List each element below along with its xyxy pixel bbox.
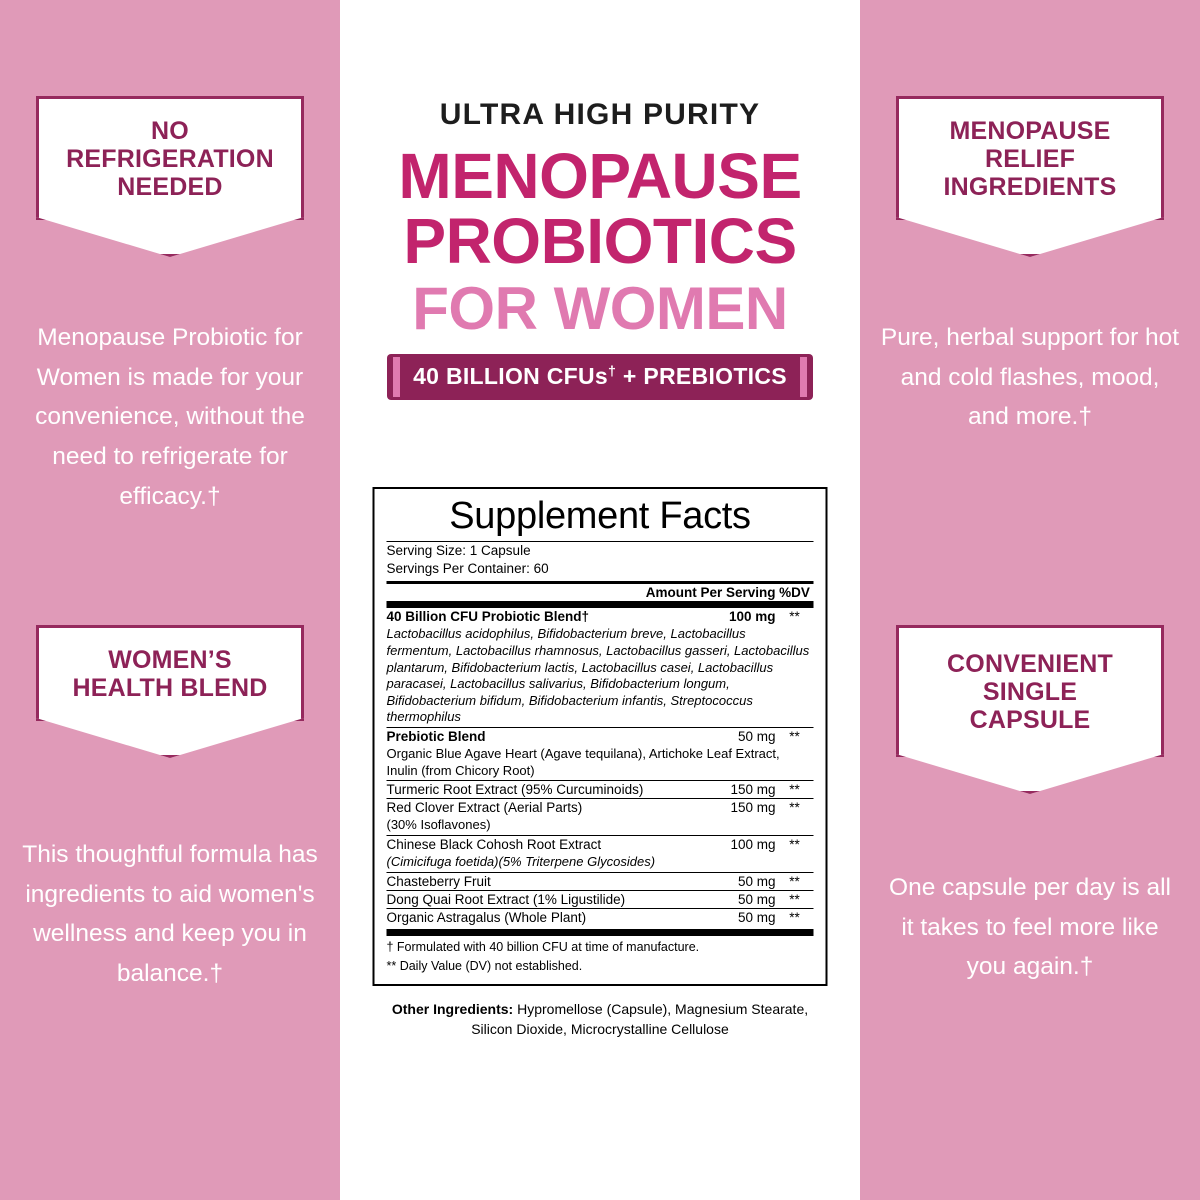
table-row [387,890,814,908]
table-row [387,728,814,746]
row-dv: ** [776,728,814,746]
row-amount: 150 mg [702,781,776,799]
row-subtext: Lactobacillus acidophilus, Bifidobacterium breve, Lactobacillus fermentum, Lactobacillus rhamnosus, Lactobacillus gasseri, Lactobacillus plantarum, Bifidobacterium lactis, Lactobacillus casei, Lactobacillus paracasei, Lactobacillus salivarius, Bifidobacterium longum, Bifidobacterium bifidum, Bifidobacterium infantis, Streptococcus thermophilus [386,626,810,725]
table-row-sub [387,745,814,781]
product-title-line2: PROBIOTICS [403,205,797,278]
cfu-callout-prefix: 40 BILLION CFUs [413,362,608,389]
row-name: Chasteberry Fruit [387,872,702,890]
row-subtext: (30% Isoflavones) [386,817,491,833]
other-ingredients-text: Hypromellose (Capsule), Magnesium Stearate, Silicon Dioxide, Microcrystalline Cellulose [471,1001,809,1037]
badge-menopause-relief-label: MENOPAUSE RELIEF INGREDIENTS [943,117,1117,201]
badge-no-refrigeration [36,96,304,220]
right-feature-column [860,0,1200,1200]
cfu-callout-bar [387,354,813,400]
blurb-no-refrigeration: Menopause Probiotic for Women is made for your convenience, without the need to refrigerate for efficacy.† [35,324,305,510]
badge-no-refrigeration-label: NO REFRIGERATION NEEDED [66,117,274,201]
serving-size: Serving Size: 1 Capsule [386,542,531,558]
row-dv: ** [776,908,814,926]
row-dv: ** [776,872,814,890]
table-row-sub [387,853,814,872]
row-amount: 50 mg [702,728,776,746]
row-name: Red Clover Extract (Aerial Parts) [387,799,702,817]
table-row [387,781,814,799]
table-row-sub [387,816,814,835]
col-dv-header: %DV [779,585,810,601]
row-amount: 50 mg [702,872,776,890]
table-header-row [387,584,814,601]
blurb-convenient-capsule: One capsule per day is all it takes to feel more like you again.† [889,874,1171,981]
supplement-facts-panel [373,487,828,986]
row-dv: ** [789,609,800,625]
badge-convenient-single-capsule [896,625,1164,757]
row-amount: 50 mg [702,890,776,908]
row-name: Turmeric Root Extract (95% Curcuminoids) [387,781,702,799]
badge-menopause-relief-ingredients [896,96,1164,220]
table-row [387,608,814,625]
footnote-dv: ** Daily Value (DV) not established. [386,959,583,974]
badge-womens-health-blend-label: WOMEN’S HEALTH BLEND [72,646,268,702]
row-amount: 150 mg [702,799,776,817]
center-label-column [340,0,860,1200]
row-dv: ** [776,781,814,799]
row-amount: 100 mg [728,609,776,625]
other-ingredients-label: Other Ingredients: [391,1001,514,1017]
row-subtext: (Cimicifuga foetida)(5% Triterpene Glycosides) [386,853,656,869]
product-headline [340,0,860,400]
row-dv: ** [776,799,814,817]
blurb-womens-health-blend: This thoughtful formula has ingredients to aid women's wellness and keep you in balance.† [22,841,318,988]
supplement-facts-table [387,584,814,601]
footnote-cfu: † Formulated with 40 billion CFU at time of manufacture. [386,939,700,954]
table-row [387,799,814,817]
badge-womens-health-blend [36,625,304,721]
row-subtext: Organic Blue Agave Heart (Agave tequilana), Artichoke Leaf Extract, Inulin (from Chicory Root) [386,746,780,778]
row-amount: 100 mg [702,835,776,853]
product-title-line3: FOR WOMEN [412,274,788,342]
supplement-facts-rows [387,608,814,925]
other-ingredients [380,1000,820,1040]
supplement-facts-title: Supplement Facts [449,495,751,537]
cfu-callout-dagger: † [608,362,617,379]
row-name: 40 Billion CFU Probiotic Blend† [386,609,590,625]
table-row [387,835,814,853]
row-dv: ** [776,835,814,853]
servings-per-container: Servings Per Container: 60 [386,561,549,577]
table-row-sub [387,625,814,727]
row-name: Prebiotic Blend [387,728,702,746]
table-row [387,908,814,926]
product-title-line1: MENOPAUSE [398,140,802,212]
row-name: Organic Astragalus (Whole Plant) [387,908,702,926]
col-amount-header: Amount Per Serving [645,585,776,601]
eyebrow-text: ULTRA HIGH PURITY [439,98,761,131]
blurb-menopause-relief: Pure, herbal support for hot and cold flashes, mood, and more.† [880,324,1180,431]
row-name: Chinese Black Cohosh Root Extract [387,835,702,853]
left-feature-column [0,0,340,1200]
row-amount: 50 mg [702,908,776,926]
badge-convenient-capsule-label: CONVENIENT SINGLE CAPSULE [947,650,1113,734]
cfu-callout-suffix: + PREBIOTICS [616,362,787,389]
table-row [387,872,814,890]
row-name: Dong Quai Root Extract (1% Ligustilide) [387,890,702,908]
row-dv: ** [776,890,814,908]
